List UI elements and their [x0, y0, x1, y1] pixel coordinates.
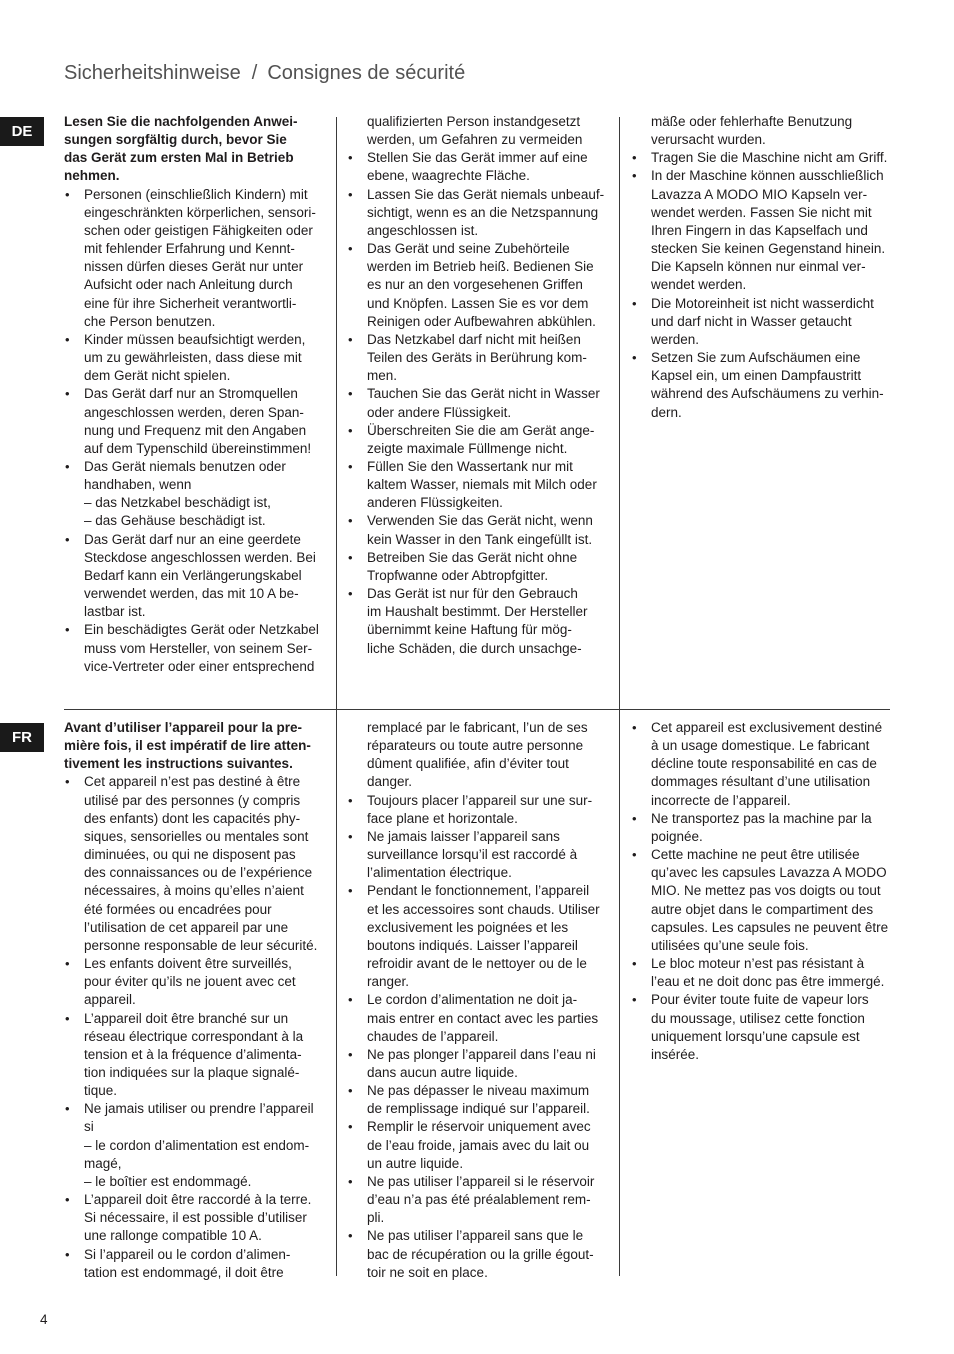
bullet-marker: • [65, 386, 70, 402]
bullet-item [347, 1173, 609, 1227]
bullet-item [347, 1118, 609, 1172]
text-line: wendet werden. [651, 277, 747, 293]
text-line: zeigte maximale Füllmenge nicht. [367, 440, 568, 456]
text-line: Ne pas utiliser l’appareil si le réservoir [367, 1173, 595, 1189]
bullet-item [64, 621, 326, 675]
text-line: übernimmt keine Haftung für mög- [367, 622, 572, 638]
text-line: Bedarf kann ein Verlängerungskabel [84, 567, 302, 583]
text-line: schen oder geistigen Fähigkeiten oder [84, 222, 313, 238]
bullet-item [347, 1227, 609, 1281]
text-line: Si nécessaire, il est possible d’utiliser [84, 1210, 307, 1226]
text-line: et les accessoires sont chauds. Utiliser [367, 901, 600, 917]
text-line: Das Netzkabel darf nicht mit heißen [367, 331, 581, 347]
text-line: bac de récupération ou la grille égout- [367, 1246, 594, 1262]
page-title [64, 62, 465, 84]
text-line: verwendet werden, das mit 10 A be- [84, 586, 299, 602]
bullet-item [347, 385, 609, 421]
text-line: um zu gewährleisten, dass diese mit [84, 350, 302, 366]
text-line: – das Gehäuse beschädigt ist. [84, 513, 266, 529]
text-column-2 [347, 719, 609, 1282]
bullet-item [64, 1246, 326, 1282]
text-line: kein Wasser in den Tank eingefüllt ist. [367, 531, 593, 547]
continued-item-text [347, 719, 609, 792]
text-line: Steckdose angeschlossen werden. Bei [84, 549, 316, 565]
text-line: tivement les instructions suivantes. [64, 756, 293, 772]
bullet-item [347, 991, 609, 1045]
text-line: de remplissage indiqué sur l’appareil. [367, 1101, 590, 1117]
text-line: Reinigen oder Aufbewahren abkühlen. [367, 313, 596, 329]
text-line: kaltem Wasser, niemals mit Milch oder [367, 477, 597, 493]
text-line: mais entrer en contact avec les parties [367, 1010, 599, 1026]
text-line: ebene, waagrechte Fläche. [367, 168, 530, 184]
text-line: handhaben, wenn [84, 477, 192, 493]
text-line: remplacé par le fabricant, l’un de ses [367, 720, 588, 735]
text-line: Pendant le fonctionnement, l’appareil [367, 883, 590, 899]
bullet-marker: • [348, 458, 353, 474]
text-line: été formées ou encadrées pour [84, 901, 272, 917]
text-line: Ne pas plonger l’appareil dans l’eau ni [367, 1046, 596, 1062]
bullet-marker: • [632, 150, 637, 166]
text-line: décline toute responsabilité en cas de [651, 756, 877, 772]
text-line: liche Schäden, die durch unsachge- [367, 640, 582, 656]
bullet-item [347, 331, 609, 385]
text-line: mit fehlender Erfahrung und Kennt- [84, 241, 295, 257]
text-line: ranger. [367, 974, 410, 990]
bullet-item [631, 991, 893, 1064]
bullet-marker: • [65, 774, 70, 790]
bullet-item [347, 240, 609, 331]
bullet-item [631, 149, 893, 167]
text-line: Lavazza A MODO MIO Kapseln ver- [651, 186, 868, 202]
text-line: werden, um Gefahren zu vermeiden [367, 132, 583, 148]
bullet-marker: • [65, 1192, 70, 1208]
text-line: Verwenden Sie das Gerät nicht, wenn [367, 513, 593, 529]
text-line: MIO. Ne mettez pas vos doigts ou tout [651, 883, 881, 899]
continued-item-text [631, 113, 893, 149]
text-line: und darf nicht in Wasser getaucht [651, 313, 852, 329]
text-line: danger. [367, 774, 413, 790]
text-line: che Person benutzen. [84, 313, 216, 329]
bullet-marker: • [348, 828, 353, 844]
bullet-item [347, 149, 609, 185]
text-line: wendet werden. Fassen Sie nicht mit [651, 204, 872, 220]
bullet-marker: • [65, 622, 70, 638]
text-column-3 [631, 719, 893, 1064]
bullet-marker: • [348, 186, 353, 202]
bullet-marker: • [348, 422, 353, 438]
bullet-marker: • [348, 549, 353, 565]
title-separator: / [251, 62, 258, 84]
bullet-item [347, 512, 609, 548]
text-line: Tauchen Sie das Gerät nicht in Wasser [367, 386, 600, 402]
text-column-1 [64, 719, 326, 1282]
column-divider [336, 117, 337, 1276]
text-line: Überschreiten Sie die am Gerät ange- [367, 422, 595, 438]
text-line: men. [367, 368, 398, 384]
text-line: Lassen Sie das Gerät niemals unbeauf- [367, 186, 605, 202]
text-line: während des Aufschäumens zu verhin- [651, 386, 884, 402]
page-number: 4 [40, 1312, 48, 1327]
bullet-marker: • [65, 1101, 70, 1117]
text-line: In der Maschine können ausschließlich [651, 168, 884, 184]
bullet-marker: • [348, 513, 353, 529]
bullet-item [64, 531, 326, 622]
bullet-marker: • [632, 810, 637, 826]
text-line: angeschlossen ist. [367, 222, 479, 238]
text-line: toir ne soit en place. [367, 1264, 488, 1280]
text-line: dem Gerät nicht spielen. [84, 368, 231, 384]
text-line: Tragen Sie die Maschine nicht am Griff. [651, 150, 888, 166]
text-line: Ihren Fingern in das Kapselfach und [651, 222, 868, 238]
text-line: capsules. Les capsules ne peuvent être [651, 919, 889, 935]
language-badge-de: DE [0, 117, 44, 146]
text-line: tique. [84, 1083, 118, 1099]
text-line: Die Motoreinheit ist nicht wasserdicht [651, 295, 874, 311]
text-line: verursacht wurden. [651, 132, 766, 148]
text-line: une rallonge compatible 10 A. [84, 1228, 262, 1244]
text-line: Die Kapseln können nur einmal ver- [651, 259, 866, 275]
text-line: dûment qualifiée, afin d’éviter tout [367, 756, 569, 772]
text-line: Lesen Sie die nachfolgenden Anwei- [64, 114, 298, 129]
language-badge-fr: FR [0, 723, 44, 752]
bullet-marker: • [65, 331, 70, 347]
text-line: Das Gerät niemals benutzen oder [84, 458, 286, 474]
text-line: du moussage, utilisez cette fonction [651, 1010, 865, 1026]
bullet-item [64, 955, 326, 1009]
bullet-marker: • [348, 1228, 353, 1244]
text-line: un autre liquide. [367, 1155, 464, 1171]
text-line: Ne pas dépasser le niveau maximum [367, 1083, 590, 1099]
bullet-marker: • [632, 847, 637, 863]
text-line: oder andere Flüssigkeit. [367, 404, 512, 420]
text-line: nissen dürfen dieses Gerät nur unter [84, 259, 304, 275]
bullet-marker: • [65, 531, 70, 547]
text-line: lastbar ist. [84, 604, 146, 620]
text-line: Cet appareil est exclusivement destiné [651, 720, 883, 735]
text-line: anderen Flüssigkeiten. [367, 495, 503, 511]
text-line: pour éviter qu’ils ne jouent avec cet [84, 974, 296, 990]
bullet-marker: • [632, 168, 637, 184]
text-line: Stellen Sie das Gerät immer auf eine [367, 150, 588, 166]
bullet-marker: • [632, 295, 637, 311]
bullet-item [64, 1100, 326, 1191]
text-line: réseau électrique correspondant à la [84, 1028, 304, 1044]
text-line: Ne pas utiliser l’appareil sans que le [367, 1228, 584, 1244]
bullet-marker: • [632, 350, 637, 366]
bullet-item [631, 719, 893, 810]
text-line: l’utilisation de cet appareil par une [84, 919, 289, 935]
text-column-3 [631, 113, 893, 422]
text-line: utilisé par des personnes (y compris [84, 792, 301, 808]
bullet-marker: • [65, 956, 70, 972]
bullet-marker: • [632, 992, 637, 1008]
text-line: Le cordon d’alimentation ne doit ja- [367, 992, 578, 1008]
intro-paragraph [64, 113, 326, 186]
bullet-item [64, 773, 326, 955]
bullet-item [631, 810, 893, 846]
text-line: angeschlossen werden, deren Span- [84, 404, 304, 420]
text-line: sichtigt, wenn es an die Netzspannung [367, 204, 599, 220]
bullet-item [347, 1082, 609, 1118]
text-line: Das Gerät darf nur an Stromquellen [84, 386, 298, 402]
bullet-marker: • [348, 1119, 353, 1135]
bullet-item [64, 1191, 326, 1245]
text-line: Ne jamais utiliser ou prendre l’appareil [84, 1101, 314, 1117]
text-line: des connaissances ou de l’expérience [84, 865, 313, 881]
text-line: L’appareil doit être branché sur un [84, 1010, 289, 1026]
text-line: magé, [84, 1155, 122, 1171]
text-line: diminuées, ou qui ne disposent pas [84, 847, 296, 863]
text-line: Pour éviter toute fuite de vapeur lors [651, 992, 869, 1008]
text-line: appareil. [84, 992, 136, 1008]
bullet-item [347, 458, 609, 512]
text-line: Toujours placer l’appareil sur une sur- [367, 792, 593, 808]
intro-paragraph [64, 719, 326, 773]
text-line: nécessaires, à moins qu’elles n’aient [84, 883, 304, 899]
text-line: refroidir avant de le nettoyer ou de le [367, 956, 587, 972]
bullet-marker: • [348, 992, 353, 1008]
text-line: Tropfwanne oder Abtropfgitter. [367, 567, 549, 583]
bullet-marker: • [65, 186, 70, 202]
text-line: eine für ihre Sicherheit verantwortli- [84, 295, 297, 311]
text-line: Kapsel ein, um einen Dampfaustritt [651, 368, 862, 384]
bullet-marker: • [348, 1046, 353, 1062]
bullet-marker: • [348, 331, 353, 347]
text-line: qualifizierten Person instandgesetzt [367, 114, 581, 129]
text-column-1 [64, 113, 326, 676]
text-line: Ein beschädigtes Gerät oder Netzkabel [84, 622, 319, 638]
text-line: tation est endommagé, il doit être [84, 1264, 284, 1280]
text-line: Aufsicht oder nach Anleitung durch [84, 277, 293, 293]
bullet-marker: • [348, 241, 353, 257]
text-line: und Knöpfen. Lassen Sie es vor dem [367, 295, 589, 311]
bullet-marker: • [65, 458, 70, 474]
text-line: das Gerät zum ersten Mal in Betrieb [64, 150, 294, 166]
text-line: Avant d’utiliser l’appareil pour la pre- [64, 720, 303, 735]
text-line: dommages résultant d’une utilisation [651, 774, 871, 790]
text-line: – le cordon d’alimentation est endom- [84, 1137, 310, 1153]
bullet-marker: • [632, 720, 637, 735]
text-line: Füllen Sie den Wassertank nur mit [367, 458, 573, 474]
text-line: siques, sensorielles ou mentales sont [84, 828, 309, 844]
text-line: Ne transportez pas la machine par la [651, 810, 872, 826]
text-line: Cet appareil n’est pas destiné à être [84, 774, 301, 790]
text-line: poignée. [651, 828, 703, 844]
text-line: mière fois, il est impératif de lire atten- [64, 738, 311, 754]
text-column-2 [347, 113, 609, 658]
text-line: Setzen Sie zum Aufschäumen eine [651, 350, 861, 366]
bullet-item [64, 385, 326, 458]
text-line: à un usage domestique. Le fabricant [651, 738, 870, 754]
text-line: réparateurs ou toute autre personne [367, 738, 584, 754]
text-line: de l’eau froide, jamais avec du lait ou [367, 1137, 590, 1153]
text-line: tension et à la fréquence d’alimenta- [84, 1046, 302, 1062]
bullet-marker: • [348, 386, 353, 402]
bullet-item [64, 331, 326, 385]
text-line: sungen sorgfältig durch, bevor Sie [64, 132, 287, 148]
bullet-item [631, 167, 893, 294]
bullet-marker: • [348, 586, 353, 602]
text-line: L’appareil doit être raccordé à la terre. [84, 1192, 312, 1208]
bullet-item [347, 186, 609, 240]
bullet-item [347, 549, 609, 585]
bullet-marker: • [348, 1083, 353, 1099]
text-line: mäße oder fehlerhafte Benutzung [651, 114, 853, 129]
text-line: auf dem Typenschild übereinstimmen! [84, 440, 312, 456]
bullet-item [631, 295, 893, 349]
text-line: chaudes de l’appareil. [367, 1028, 499, 1044]
text-line: des enfants) dont les capacités phy- [84, 810, 301, 826]
text-line: personne responsable de leur sécurité. [84, 937, 318, 953]
text-line: muss vom Hersteller, von seinem Ser- [84, 640, 313, 656]
bullet-item [347, 585, 609, 658]
text-line: pli. [367, 1210, 385, 1226]
text-line: vice-Vertreter oder einer entsprechend [84, 658, 315, 674]
continued-item-text [347, 113, 609, 149]
text-line: nung und Frequenz mit den Angaben [84, 422, 307, 438]
text-line: – das Netzkabel beschädigt ist, [84, 495, 271, 511]
text-line: Das Gerät ist nur für den Gebrauch [367, 586, 578, 602]
column-divider [619, 117, 620, 1276]
bullet-item [347, 1046, 609, 1082]
text-line: tion indiquées sur la plaque signalé- [84, 1064, 300, 1080]
text-line: Personen (einschließlich Kindern) mit [84, 186, 308, 202]
text-line: l’eau et ne doit donc pas être immergé. [651, 974, 885, 990]
bullet-marker: • [348, 1173, 353, 1189]
text-line: l’alimentation électrique. [367, 865, 512, 881]
bullet-item [631, 846, 893, 955]
text-line: face plane et horizontale. [367, 810, 518, 826]
bullet-item [347, 792, 609, 828]
bullet-marker: • [348, 883, 353, 899]
bullet-item [64, 186, 326, 331]
bullet-item [631, 349, 893, 422]
text-line: Das Gerät und seine Zubehörteile [367, 241, 570, 257]
bullet-marker: • [348, 792, 353, 808]
text-line: Remplir le réservoir uniquement avec [367, 1119, 591, 1135]
text-line: incorrecte de l’appareil. [651, 792, 791, 808]
text-line: insérée. [651, 1046, 700, 1062]
text-line: Le bloc moteur n’est pas résistant à [651, 956, 865, 972]
text-line: Ne jamais laisser l’appareil sans [367, 828, 560, 844]
bullet-marker: • [348, 150, 353, 166]
bullet-item [64, 458, 326, 531]
bullet-marker: • [65, 1010, 70, 1026]
section-divider [64, 709, 890, 710]
text-line: werden. [651, 331, 700, 347]
text-line: eingeschränkten körperlichen, sensori- [84, 204, 316, 220]
text-line: dans aucun autre liquide. [367, 1064, 518, 1080]
text-line: nehmen. [64, 168, 120, 184]
text-line: d’eau n’a pas été préalablement rem- [367, 1192, 591, 1208]
bullet-marker: • [65, 1246, 70, 1262]
text-line: si [84, 1119, 94, 1135]
bullet-item [347, 828, 609, 882]
text-line: werden im Betrieb heiß. Bedienen Sie [367, 259, 594, 275]
title-german: Sicherheitshinweise [64, 62, 241, 84]
text-line: Cette machine ne peut être utilisée [651, 847, 860, 863]
text-line: Teilen des Geräts in Berührung kom- [367, 350, 587, 366]
bullet-item [347, 882, 609, 991]
bullet-item [631, 955, 893, 991]
bullet-item [64, 1010, 326, 1101]
text-line: Si l’appareil ou le cordon d’alimen- [84, 1246, 291, 1262]
text-line: Das Gerät darf nur an eine geerdete [84, 531, 301, 547]
text-line: – le boîtier est endommagé. [84, 1173, 252, 1189]
text-line: utilisées qu’une seule fois. [651, 937, 809, 953]
text-line: dern. [651, 404, 682, 420]
text-line: uniquement lorsqu’une capsule est [651, 1028, 860, 1044]
bullet-marker: • [632, 956, 637, 972]
text-line: exclusivement les poignées et les [367, 919, 569, 935]
text-line: es nur an den vorgesehenen Griffen [367, 277, 583, 293]
text-line: Betreiben Sie das Gerät nicht ohne [367, 549, 578, 565]
text-line: Les enfants doivent être surveillés, [84, 956, 292, 972]
bullet-item [347, 422, 609, 458]
text-line: autre objet dans le compartiment des [651, 901, 874, 917]
text-line: qu’avec les capsules Lavazza A MODO [651, 865, 887, 881]
text-line: stecken Sie keinen Gegenstand hinein. [651, 241, 886, 257]
text-line: boutons indiqués. Laisser l’appareil [367, 937, 578, 953]
title-french: Consignes de sécurité [267, 62, 466, 84]
text-line: surveillance lorsqu’il est raccordé à [367, 847, 578, 863]
text-line: im Haushalt bestimmt. Der Hersteller [367, 604, 588, 620]
text-line: Kinder müssen beaufsichtigt werden, [84, 331, 306, 347]
